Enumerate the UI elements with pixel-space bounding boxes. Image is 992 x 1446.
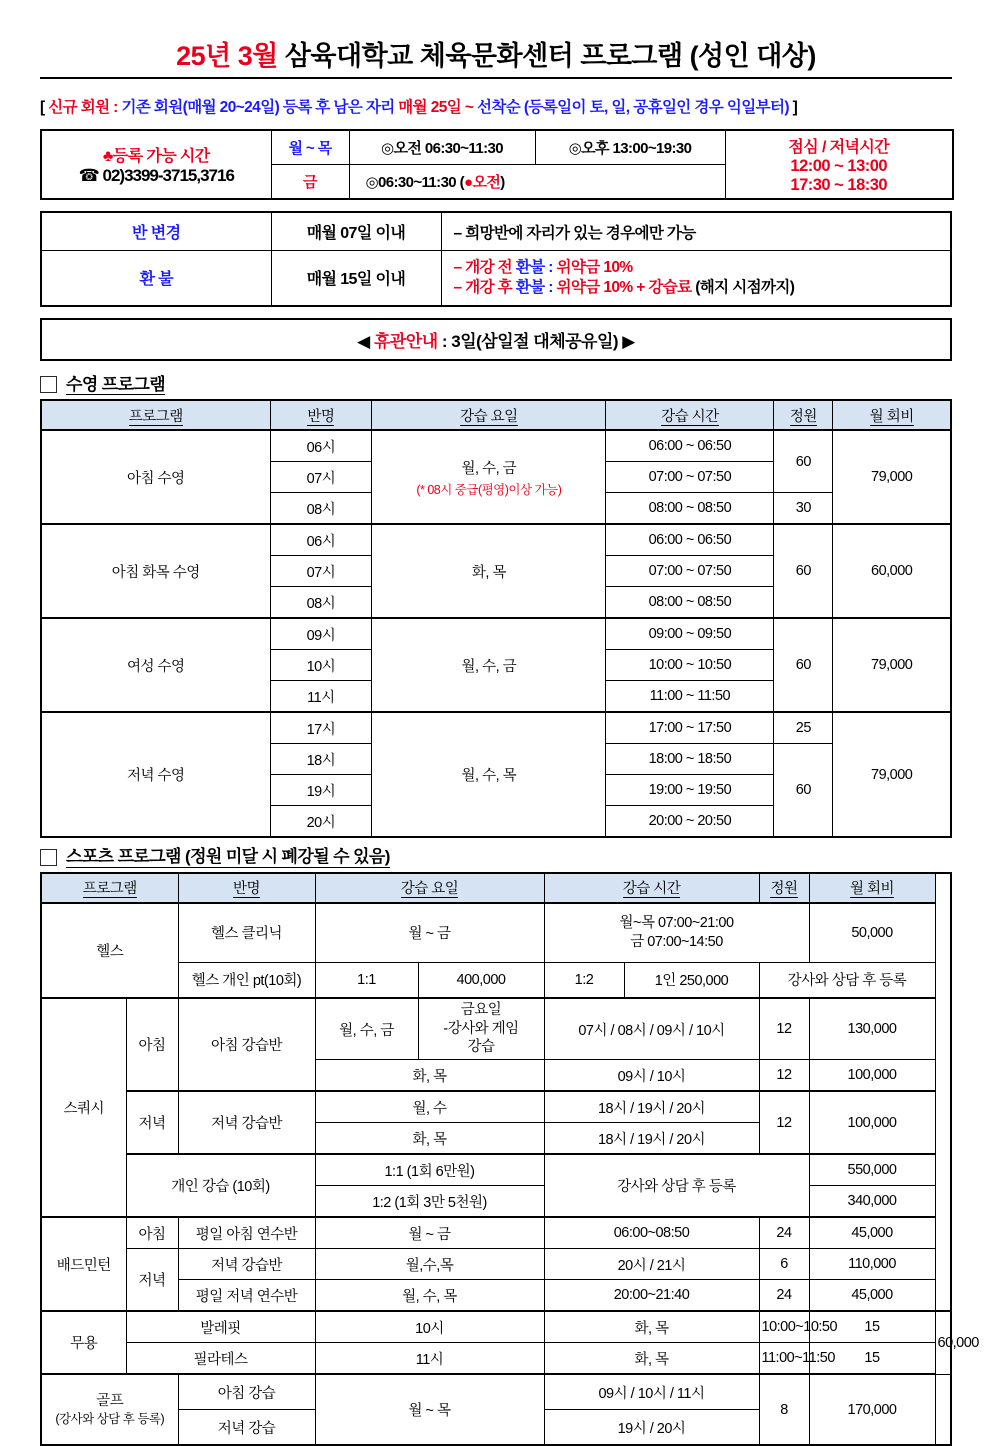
health-pt-1to2-label: 1:2 [544,962,624,998]
table-row [41,618,951,650]
squash-m2-capacity: 12 [759,1060,809,1092]
swim-class-name: 08시 [270,493,372,525]
swim-capacity: 60 [774,744,833,838]
squash-m1-days-b-1: 금요일 [460,1001,502,1018]
refund-before-c: 위약금 10% [556,259,633,276]
table-row [41,1343,951,1375]
table-row [41,430,951,462]
squash-e-fee: 100,000 [809,1091,935,1154]
checkbox-icon [40,376,57,393]
page-title [176,34,816,73]
golf-capacity: 8 [759,1374,809,1445]
swim-section-heading [40,375,952,396]
col-class-name: 반명 [178,873,315,903]
swim-fee: 79,000 [833,618,951,712]
swim-program-name: 저녁 수영 [41,712,270,837]
squash-evening-label: 저녁 [126,1091,178,1154]
col-days: 강습 요일 [372,400,606,430]
squash-evening-class: 저녁 강습반 [178,1091,315,1154]
col-class-name: 반명 [270,400,372,430]
refund-before-open [454,258,947,278]
swim-time: 07:00 ~ 07:50 [606,462,774,493]
col-program: 프로그램 [41,400,270,430]
badminton-r3-days: 월, 수, 목 [315,1280,544,1312]
squash-m2-fee: 100,000 [809,1060,935,1092]
squash-e-capacity: 12 [759,1091,809,1154]
golf-fee: 170,000 [809,1374,935,1445]
table-row [41,1217,951,1249]
swim-class-name: 19시 [270,775,372,806]
sports-program-health: 헬스 [41,903,178,998]
table-row [41,998,951,1060]
change-refund-box [40,211,952,307]
squash-m1-days-b-2: -강사와 게임 [443,1020,519,1037]
closed-days-box [40,318,952,361]
hours-row2-time-a: ◎06:30~11:30 ( [365,174,465,191]
swim-fee: 60,000 [833,524,951,618]
badminton-r2-fee: 110,000 [809,1249,935,1280]
swim-time: 06:00 ~ 06:50 [606,524,774,556]
refund-after-c: 위약금 10% + 강습료 [556,278,696,296]
col-program: 프로그램 [41,873,178,903]
refund-after-a: – 개강 후 [453,278,516,296]
col-capacity: 정원 [774,400,833,430]
health-pt-note: 강사와 상담 후 등록 [759,962,935,998]
refund-after-open [454,278,947,298]
swim-time: 10:00 ~ 10:50 [606,650,774,681]
col-fee: 월 회비 [809,873,935,903]
title-month: 25년 3월 [176,41,278,71]
notice-after-reg: 등록 후 남은 자리 [279,99,399,116]
sports-section-title-main: 스포츠 프로그램 [66,847,181,867]
table-row [41,1374,951,1410]
swim-time: 11:00 ~ 11:50 [606,681,774,713]
badminton-r1-fee: 45,000 [809,1217,935,1249]
swim-section-title: 수영 프로그램 [66,374,166,394]
notice-first-come: 선착순 [477,99,524,116]
lunch-time: 12:00 ~ 13:00 [790,157,888,175]
refund-after-b: 환불 : [515,278,557,296]
badminton-r2-time: 20시 / 21시 [544,1249,759,1280]
squash-e2-time: 18시 / 19시 / 20시 [544,1123,759,1155]
badminton-r2-capacity: 6 [759,1249,809,1280]
closed-days-label: 휴관안내 [373,331,438,351]
squash-e2-days: 화, 목 [315,1123,544,1155]
swim-days-text: 월, 수, 금 [461,460,517,477]
table-row [41,712,951,744]
swim-capacity: 30 [774,493,833,525]
swim-time: 09:00 ~ 09:50 [606,618,774,650]
sports-section-heading [40,847,952,868]
badminton-r1-time: 06:00~08:50 [544,1217,759,1249]
squash-m1-days-a: 월, 수, 금 [315,998,418,1060]
squash-private-1to1: 1:1 (1회 6만원) [315,1154,544,1186]
arrow-right-icon: ▶ [622,331,635,351]
col-days: 강습 요일 [315,873,544,903]
badminton-r3-fee: 45,000 [809,1280,935,1312]
squash-private-1to1-fee: 550,000 [809,1154,935,1186]
notice-open: [ [40,99,49,116]
dance-r2-name: 필라테스 [126,1343,315,1375]
squash-morning-label: 아침 [126,998,178,1092]
class-change-label: 반 변경 [41,212,271,251]
dance-r2-time: 11:00~11:50 [759,1343,809,1375]
squash-m1-days-b [418,998,544,1060]
dance-r1-capacity: 15 [809,1311,935,1343]
golf-name: 골프 [96,1393,124,1410]
squash-private-1to2-fee: 340,000 [809,1186,935,1218]
health-pt-name: 헬스 개인 pt(10회) [178,962,315,998]
dinner-time: 17:30 ~ 18:30 [790,176,888,194]
swim-days: 월, 수, 목 [372,712,606,837]
table-row [41,1249,951,1280]
badminton-r3-capacity: 24 [759,1280,809,1312]
hours-row2-time [349,165,725,200]
swim-class-name: 06시 [270,430,372,462]
golf-note: (강사와 상담 후 등록) [55,1412,165,1427]
dance-r2-capacity: 15 [809,1343,935,1375]
badminton-r3-class: 평일 저녁 연수반 [178,1280,315,1312]
refund-after-d: (해지 시점까지) [695,278,795,296]
sports-program-table [40,872,979,1446]
swim-time: 19:00 ~ 19:50 [606,775,774,806]
badminton-r2-class: 저녁 강습반 [178,1249,315,1280]
hours-row1-morning: ◎오전 06:30~11:30 [349,130,535,165]
swim-fee: 79,000 [833,712,951,837]
table-row [41,1311,951,1343]
health-clinic-days: 월 ~ 금 [315,903,544,963]
refund-desc [441,251,951,306]
title-divider [40,77,952,79]
squash-private-1to2: 1:2 (1회 3만 5천원) [315,1186,544,1218]
swim-days: 월, 수, 금 [372,618,606,712]
swim-class-name: 09시 [270,618,372,650]
registration-phone: ☎ 02)3399-3715,3716 [78,166,234,185]
health-pt-1to1-price: 400,000 [418,962,544,998]
swim-class-name: 07시 [270,462,372,493]
swim-fee: 79,000 [833,430,951,524]
squash-e1-time: 18시 / 19시 / 20시 [544,1091,759,1123]
swim-days-note: (* 08시 중급(평영)이상 가능) [416,482,562,497]
col-time: 강습 시간 [544,873,759,903]
golf-r2-class: 저녁 강습 [178,1410,315,1446]
squash-m2-time: 09시 / 10시 [544,1060,759,1092]
swim-time: 17:00 ~ 17:50 [606,712,774,744]
class-change-desc: – 희망반에 자리가 있는 경우에만 가능 [441,212,951,251]
swim-days: 화, 목 [372,524,606,618]
sports-program-golf [41,1374,178,1445]
swim-time: 07:00 ~ 07:50 [606,556,774,587]
swim-class-name: 10시 [270,650,372,681]
notice-holiday-rule: (등록일이 토, 일, 공휴일인 경우 익일부터) [523,99,789,116]
notice-existing-dates: (매월 20~24일) [182,99,280,116]
dance-r1-name: 발레핏 [126,1311,315,1343]
squash-m1-capacity: 12 [759,998,809,1060]
table-row [41,1154,951,1186]
class-change-period: 매월 07일 이내 [271,212,441,251]
swim-class-name: 18시 [270,744,372,775]
swim-capacity: 25 [774,712,833,744]
sports-section-title-note: (정원 미달 시 폐강될 수 있음) [180,847,390,867]
hours-row2-time-c: ) [500,174,505,191]
swim-days [372,430,606,524]
golf-r1-class: 아침 강습 [178,1374,315,1410]
badminton-r1-capacity: 24 [759,1217,809,1249]
squash-private-name: 개인 강습 (10회) [126,1154,315,1217]
badminton-morning-label: 아침 [126,1217,178,1249]
registration-title: ♣등록 가능 시간 [102,148,210,165]
swim-program-name: 아침 화목 수영 [41,524,270,618]
refund-before-b: 환불 : [515,259,557,276]
notice-existing: 기존 회원 [117,99,183,116]
dance-r1-class: 10시 [315,1311,544,1343]
badminton-r3-time: 20:00~21:40 [544,1280,759,1312]
squash-e1-days: 월, 수 [315,1091,544,1123]
swim-program-table [40,399,952,838]
swim-class-name: 08시 [270,587,372,619]
badminton-r2-days: 월,수,목 [315,1249,544,1280]
lunch-dinner-title: 점심 / 저녁시간 [788,139,890,156]
table-row [41,962,951,998]
hours-row2-days: 금 [271,165,349,200]
health-clinic-fee: 50,000 [809,903,935,963]
swim-time: 20:00 ~ 20:50 [606,806,774,838]
registration-title-cell [41,130,271,199]
new-member-notice [40,95,952,117]
squash-m1-time: 07시 / 08시 / 09시 / 10시 [544,998,759,1060]
squash-m1-days-b-3: 강습 [467,1039,495,1056]
lunch-dinner-cell [725,130,953,199]
notice-close: ] [788,99,798,116]
table-header-row [41,400,951,430]
health-clinic-time [544,903,809,963]
swim-program-name: 여성 수영 [41,618,270,712]
dance-r2-class: 11시 [315,1343,544,1375]
table-row [41,1091,951,1123]
closed-days-cell [41,319,951,360]
swim-capacity: 60 [774,524,833,618]
table-header-row [41,873,951,903]
swim-class-name: 06시 [270,524,372,556]
squash-m1-fee: 130,000 [809,998,935,1060]
swim-time: 06:00 ~ 06:50 [606,430,774,462]
refund-before-a: – 개강 전 [453,259,516,276]
notice-from-25th: 매월 25일 ~ [398,99,478,116]
swim-time: 08:00 ~ 08:50 [606,587,774,619]
table-row [41,524,951,556]
badminton-r1-days: 월 ~ 금 [315,1217,544,1249]
checkbox-icon [40,849,57,866]
notice-new-member-label: 신규 회원 : [48,99,118,116]
hours-row2-time-b: ●오전 [464,174,501,191]
swim-time: 18:00 ~ 18:50 [606,744,774,775]
swim-time: 08:00 ~ 08:50 [606,493,774,525]
health-clinic-time-1: 월~목 07:00~21:00 [619,914,734,931]
closed-days-text: : 3일(삼일절 대체공유일) [437,331,623,351]
sports-program-dance: 무용 [41,1311,126,1374]
refund-label: 환 불 [41,251,271,306]
registration-hours-box [40,129,954,200]
title-block [40,0,952,79]
refund-period: 매월 15일 이내 [271,251,441,306]
dance-r1-days: 화, 목 [544,1311,759,1343]
dance-fee: 60,000 [935,1311,951,1374]
hours-row1-afternoon: ◎오후 13:00~19:30 [535,130,725,165]
swim-class-name: 11시 [270,681,372,713]
hours-row1-days: 월 ~ 목 [271,130,349,165]
swim-capacity: 60 [774,618,833,712]
table-row [41,903,951,963]
swim-program-name: 아침 수영 [41,430,270,524]
table-row [41,1280,951,1312]
swim-capacity: 60 [774,430,833,493]
title-main: 삼육대학교 체육문화센터 프로그램 (성인 대상) [277,41,816,71]
swim-class-name: 17시 [270,712,372,744]
col-fee: 월 회비 [833,400,951,430]
dance-r1-time: 10:00~10:50 [759,1311,809,1343]
golf-r2-time: 19시 / 20시 [544,1410,759,1446]
health-pt-1to1-label: 1:1 [315,962,418,998]
sports-program-squash: 스쿼시 [41,998,126,1218]
sports-section-title [66,847,390,868]
health-clinic-time-2: 금 07:00~14:50 [630,933,723,950]
arrow-left-icon: ◀ [357,331,374,351]
golf-r1-time: 09시 / 10시 / 11시 [544,1374,759,1410]
squash-m2-days: 화, 목 [315,1060,544,1092]
swim-class-name: 07시 [270,556,372,587]
squash-morning-class: 아침 강습반 [178,998,315,1092]
golf-days: 월 ~ 목 [315,1374,544,1445]
col-capacity: 정원 [759,873,809,903]
squash-private-note: 강사와 상담 후 등록 [544,1154,809,1217]
col-time: 강습 시간 [606,400,774,430]
badminton-evening-label: 저녁 [126,1249,178,1312]
health-pt-1to2-price: 1인 250,000 [624,962,759,998]
health-clinic-name: 헬스 클리닉 [178,903,315,963]
sports-program-badminton: 배드민턴 [41,1217,126,1311]
swim-class-name: 20시 [270,806,372,838]
badminton-r1-class: 평일 아침 연수반 [178,1217,315,1249]
dance-r2-days: 화, 목 [544,1343,759,1375]
